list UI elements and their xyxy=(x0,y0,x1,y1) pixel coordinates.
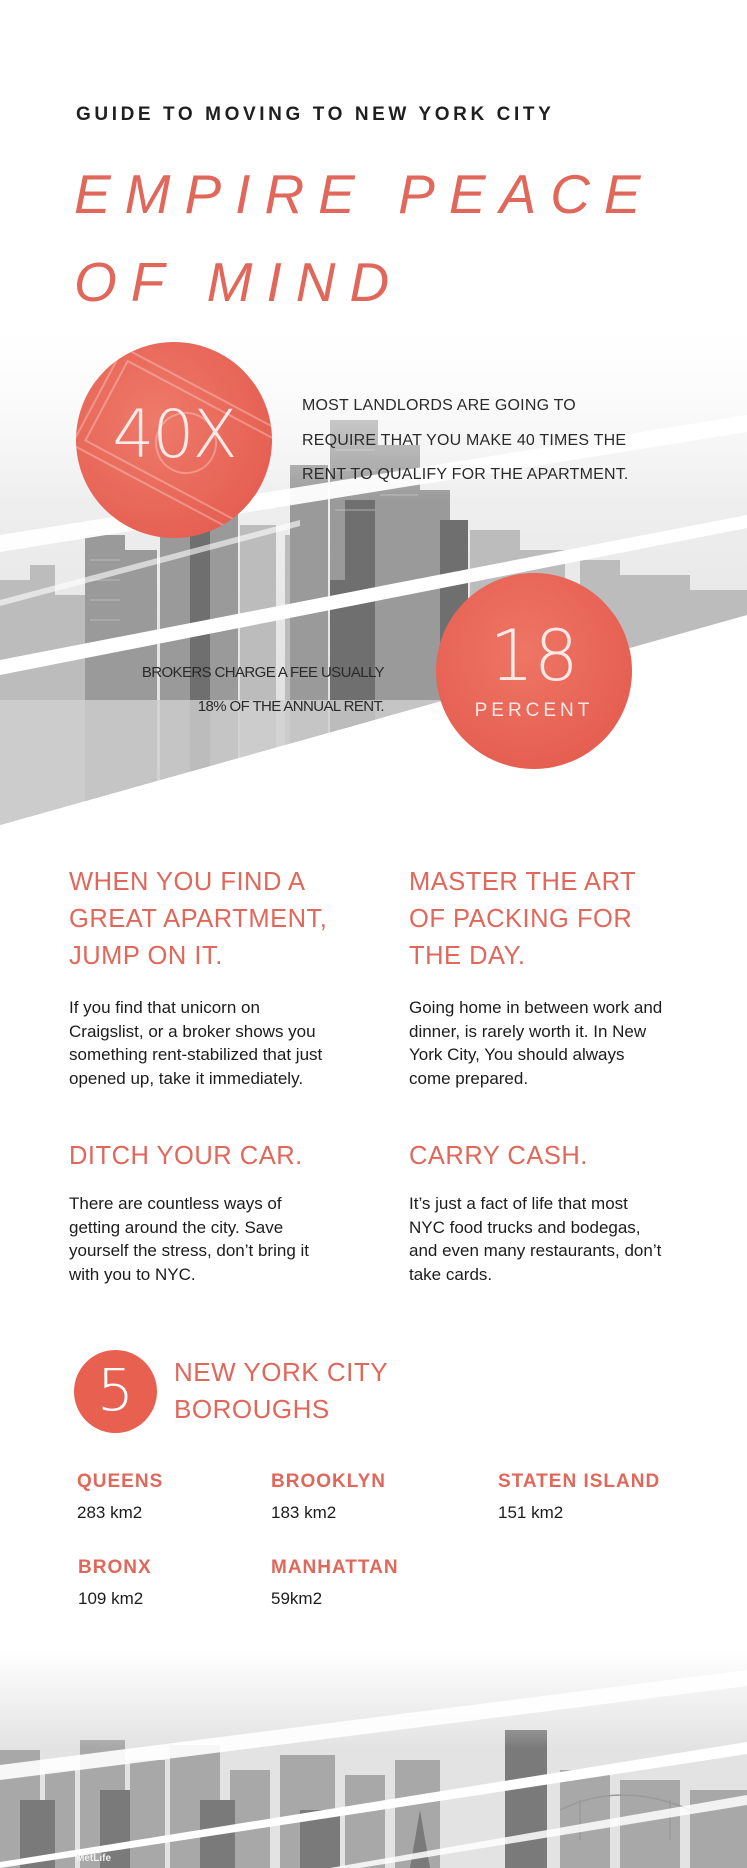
tip-ditch-car xyxy=(69,1138,309,1286)
tip-heading-line: DITCH YOUR CAR. xyxy=(69,1142,303,1170)
tip-heading-line: WHEN YOU FIND A xyxy=(69,868,306,896)
tip-body xyxy=(409,996,662,1090)
tip-body-line: yourself the stress, don’t bring it xyxy=(69,1241,310,1260)
tip-heading xyxy=(409,864,662,975)
tip-heading-line: THE DAY. xyxy=(409,942,526,970)
tip-body-line: Going home in between work and xyxy=(409,998,663,1017)
tip-heading xyxy=(409,1138,661,1175)
tip-body-line: take cards. xyxy=(409,1264,493,1284)
rent-multiplier-figure: 40X xyxy=(112,396,236,473)
city-skyline-footer xyxy=(0,1650,747,1868)
broker-text-line: 18% OF THE ANNUAL RENT. xyxy=(197,698,384,715)
borough-area: 59km2 xyxy=(271,1589,323,1608)
borough-brooklyn xyxy=(271,1471,386,1523)
tip-body-line: It’s just a fact of life that most xyxy=(409,1194,628,1213)
boroughs-count: 5 xyxy=(97,1356,134,1424)
borough-name: BROOKLYN xyxy=(271,1471,386,1492)
tip-heading-line: MASTER THE ART xyxy=(409,868,637,896)
tip-body-line: with you to NYC. xyxy=(69,1264,196,1284)
borough-area: 183 km2 xyxy=(271,1503,337,1522)
borough-name: BRONX xyxy=(78,1557,152,1578)
borough-area: 151 km2 xyxy=(498,1503,564,1522)
page-title-line-1: EMPIRE PEACE xyxy=(74,163,655,225)
borough-name: MANHATTAN xyxy=(271,1557,399,1578)
metlife-sign-text: MetLife xyxy=(76,1853,111,1864)
borough-name: STATEN ISLAND xyxy=(498,1471,661,1492)
tip-body-line: dinner, is rarely worth it. In New xyxy=(409,1021,647,1041)
boroughs-heading xyxy=(174,1354,388,1428)
tip-body-line: There are countless ways of xyxy=(69,1194,282,1213)
tip-body-line: Craigslist, or a broker shows you xyxy=(69,1021,316,1041)
tip-heading-line: OF PACKING FOR xyxy=(409,905,633,933)
borough-queens xyxy=(77,1471,163,1523)
borough-area: 283 km2 xyxy=(77,1503,143,1522)
tip-carry-cash xyxy=(409,1138,661,1286)
tip-packing xyxy=(409,864,662,1090)
borough-name: QUEENS xyxy=(77,1471,164,1492)
tip-body-line: come prepared. xyxy=(409,1068,529,1088)
page-title-line-2: OF MIND xyxy=(74,251,404,313)
rent-text-line: RENT TO QUALIFY FOR THE APARTMENT. xyxy=(302,466,629,483)
tip-body xyxy=(69,996,327,1090)
broker-fee-unit: PERCENT xyxy=(474,700,594,721)
borough-bronx xyxy=(78,1557,152,1609)
rent-requirement-text xyxy=(302,389,629,493)
borough-manhattan xyxy=(271,1557,399,1609)
tip-body-line: getting around the city. Save xyxy=(69,1217,284,1237)
tip-body-line: If you find that unicorn on xyxy=(69,998,260,1017)
tip-heading-line: GREAT APARTMENT, xyxy=(69,905,328,933)
tip-body-line: NYC food trucks and bodegas, xyxy=(409,1217,641,1237)
boroughs-heading-line: NEW YORK CITY xyxy=(174,1357,389,1387)
borough-area: 109 km2 xyxy=(78,1589,144,1608)
tip-find-apartment xyxy=(69,864,327,1090)
tip-body xyxy=(69,1192,309,1286)
rent-text-line: REQUIRE THAT YOU MAKE 40 TIMES THE xyxy=(302,431,627,449)
tip-body xyxy=(409,1192,661,1286)
tip-body-line: something rent-stabilized that just xyxy=(69,1045,323,1064)
tip-body-line: opened up, take it immediately. xyxy=(69,1068,304,1088)
broker-text-line: BROKERS CHARGE A FEE USUALLY xyxy=(141,664,384,681)
boroughs-count-circle xyxy=(74,1350,157,1433)
broker-fee-text xyxy=(130,656,384,724)
borough-staten-island xyxy=(498,1471,660,1523)
tip-heading xyxy=(69,1138,309,1175)
rent-multiplier-circle xyxy=(76,342,272,538)
tip-heading xyxy=(69,864,327,975)
broker-fee-circle xyxy=(436,573,632,769)
tip-body-line: and even many restaurants, don’t xyxy=(409,1241,662,1260)
boroughs-heading-line: BOROUGHS xyxy=(174,1394,330,1424)
page-title xyxy=(74,150,655,326)
rent-text-line: MOST LANDLORDS ARE GOING TO xyxy=(302,397,576,414)
guide-kicker: GUIDE TO MOVING TO NEW YORK CITY xyxy=(76,104,555,125)
tip-body-line: York City, You should always xyxy=(409,1045,625,1064)
tip-heading-line: CARRY CASH. xyxy=(409,1142,588,1170)
broker-fee-figure: 18 xyxy=(489,615,579,697)
tip-heading-line: JUMP ON IT. xyxy=(69,942,223,970)
